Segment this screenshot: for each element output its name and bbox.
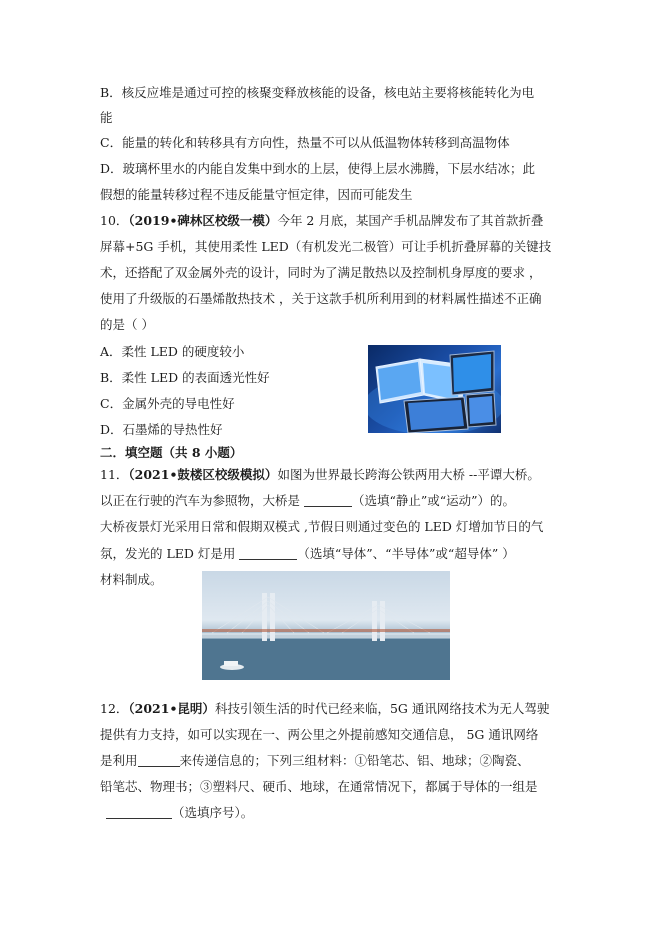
q12-text3a: 是利用 (100, 753, 138, 768)
q11-line1 (100, 466, 540, 484)
q10-line4: 使用了升级版的石墨烯散热技术 ，关于这款手机所利用到的材料属性描述不正确 (100, 291, 542, 306)
q12-text5: （选填序号）。 (172, 805, 254, 820)
q12-line2: 提供有力支持，如可以实现在一、两公里之外提前感知交通信息， 5G 通讯网络 (100, 727, 539, 742)
q11-line4 (100, 545, 515, 563)
q11-text1: 如图为世界最长跨海公铁两用大桥 --平谭大桥。 (277, 467, 540, 482)
q12-line5 (100, 804, 253, 822)
option-d-line1: D．玻璃杯里水的内能自发集中到水的上层，使得上层水沸腾，下层水结冰；此 (100, 161, 536, 176)
q11-text2a: 以正在行驶的汽车为参照物，大桥是 (100, 493, 304, 508)
q11-line2 (100, 492, 515, 510)
q10-option-b: B．柔性 LED 的表面透光性好 (100, 370, 270, 385)
q12-blank2 (106, 805, 172, 819)
q10-source: （2019•碑林区校级一模） (128, 213, 278, 228)
option-b-line1: B．核反应堆是通过可控的核聚变释放核能的设备，核电站主要将核能转化为电 (100, 85, 535, 100)
q11-line5: 材料制成。 (100, 572, 163, 587)
q10-text1: 今年 2 月底，某国产手机品牌发布了其首款折叠 (277, 213, 544, 228)
section-heading: 二．填空题（共 8 小题） (100, 445, 243, 460)
q11-source: （2021•鼓楼区校级模拟） (128, 467, 278, 482)
q12-blank1 (138, 753, 180, 767)
foldable-phone-image (368, 345, 501, 433)
q10-line1 (100, 212, 543, 230)
q11-blank1 (304, 493, 352, 507)
q12-source: （2021•昆明） (128, 701, 215, 716)
q10-number: 10． (100, 213, 129, 228)
q11-text4b: （选填“导体”、“半导体”或“超导体” ） (297, 546, 515, 561)
option-c: C．能量的转化和转移具有方向性，热量不可以从低温物体转移到高温物体 (100, 135, 510, 150)
q11-text2b: （选填“静止”或“运动”）的。 (351, 493, 516, 508)
q10-line2: 屏幕+5G 手机，其使用柔性 LED（有机发光二极管）可让手机折叠屏幕的关键技 (100, 239, 552, 254)
q11-blank2 (239, 546, 297, 560)
q10-option-c: C．金属外壳的导电性好 (100, 396, 235, 411)
q11-text4a: 氛，发光的 LED 灯是用 (100, 546, 240, 561)
bridge-image (202, 571, 450, 680)
q12-line4: 铅笔芯、物理书；③塑料尺、硬币、地球，在通常情况下，都属于导体的一组是 (100, 779, 538, 794)
q10-line3: 术，还搭配了双金属外壳的设计，同时为了满足散热以及控制机身厚度的要求 ， (100, 265, 542, 280)
q11-line3: 大桥夜景灯光采用日常和假期双模式 ,节假日则通过变色的 LED 灯增加节日的气 (100, 519, 544, 534)
q12-number: 12． (100, 701, 129, 716)
q12-line3 (100, 752, 530, 770)
q10-line5: 的是（ ） (100, 317, 154, 332)
option-b-line2: 能 (100, 110, 113, 125)
q12-text1: 科技引领生活的时代已经来临，5G 通讯网络技术为无人驾驶 (214, 701, 550, 716)
q12-text3b: 来传递信息的；下列三组材料：①铅笔芯、铝、地球；②陶瓷、 (179, 753, 530, 768)
q10-option-d: D．石墨烯的导热性好 (100, 422, 223, 437)
q10-option-a: A．柔性 LED 的硬度较小 (100, 344, 245, 359)
q11-number: 11． (100, 467, 129, 482)
q12-line1 (100, 700, 549, 718)
option-d-line2: 假想的能量转移过程不违反能量守恒定律，因而可能发生 (100, 187, 413, 202)
